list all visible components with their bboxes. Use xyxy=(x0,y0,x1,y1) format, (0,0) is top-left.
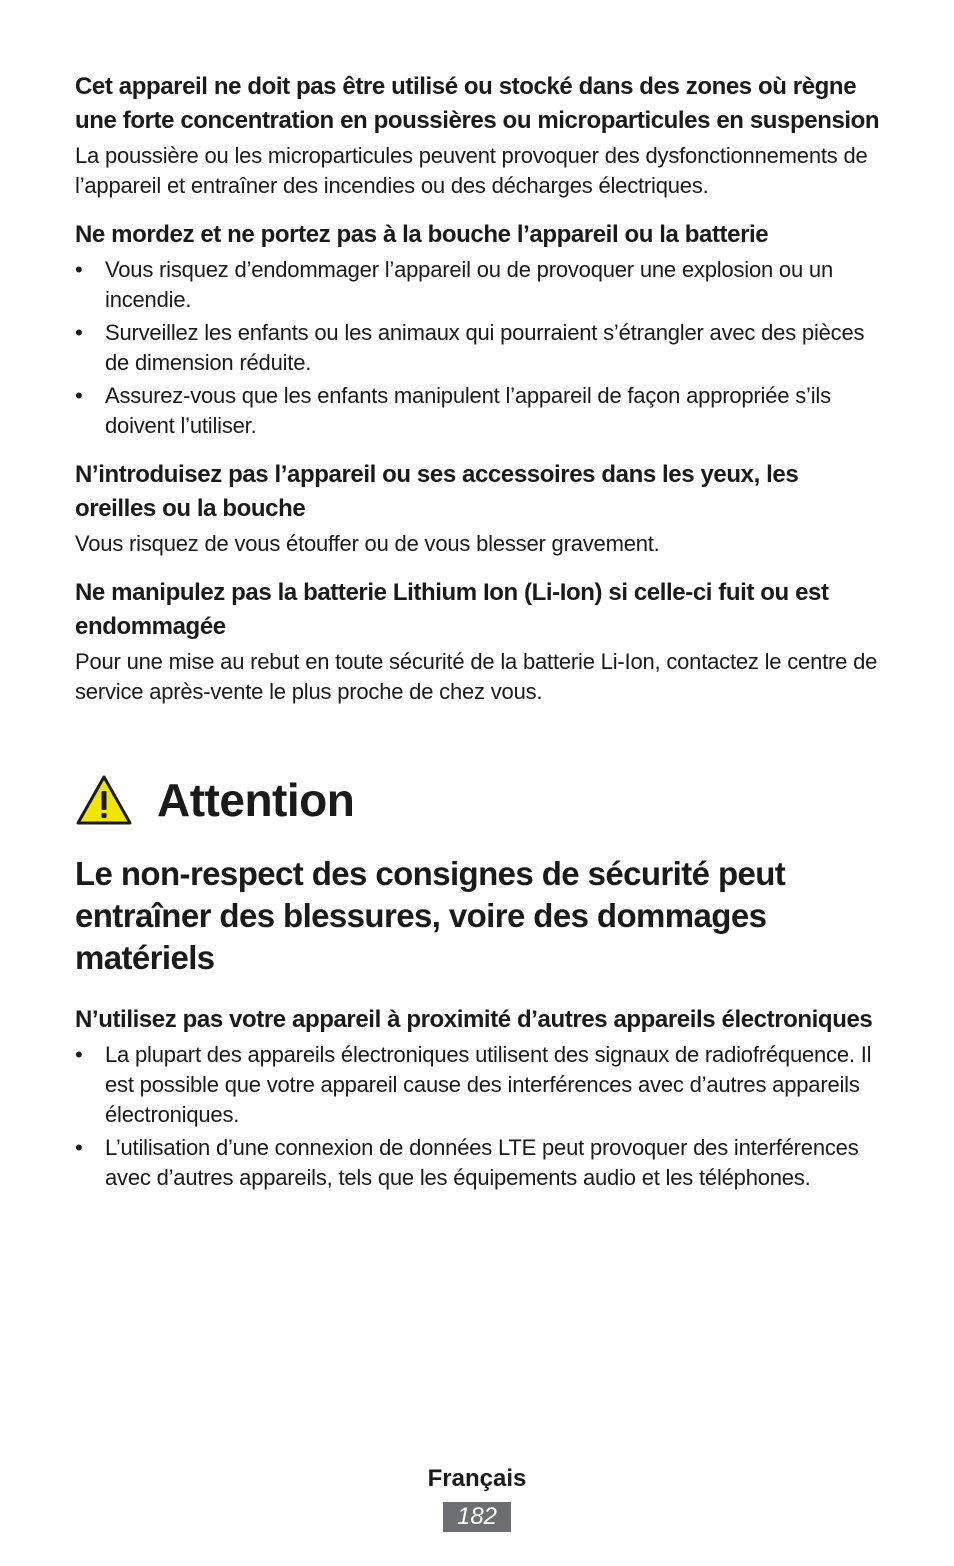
bullet-marker: • xyxy=(75,1135,83,1160)
list-item-text: La plupart des appareils électroniques utilisent des signaux de radiofréquence. Il est possible que votre appareil cause des interférences avec d’autres appareils électroniques. xyxy=(105,1042,872,1127)
list-item xyxy=(75,255,885,315)
section-heading: Cet appareil ne doit pas être utilisé ou stocké dans des zones où règne une forte concentration en poussières ou microparticules en suspension xyxy=(75,73,880,134)
bullet-list xyxy=(75,255,885,441)
list-item xyxy=(75,1040,885,1130)
section-heading: Ne mordez et ne portez pas à la bouche l’appareil ou la batterie xyxy=(75,221,769,248)
section-dust xyxy=(75,70,885,201)
bullet-marker: • xyxy=(75,257,83,282)
section-heading: N’utilisez pas votre appareil à proximité d’autres appareils électroniques xyxy=(75,1006,873,1033)
bullet-marker: • xyxy=(75,1042,83,1067)
bullet-marker: • xyxy=(75,320,83,345)
list-item xyxy=(75,1133,885,1193)
section-heading: N’introduisez pas l’appareil ou ses accessoires dans les yeux, les oreilles ou la bouche xyxy=(75,461,799,522)
section-electronics xyxy=(75,1003,885,1193)
list-item xyxy=(75,318,885,378)
section-bite xyxy=(75,218,885,441)
bullet-list xyxy=(75,1040,885,1193)
attention-header xyxy=(75,765,885,835)
section-body: Vous risquez de vous étouffer ou de vous blesser gravement. xyxy=(75,531,660,556)
page-content xyxy=(75,70,885,1210)
section-heading: Ne manipulez pas la batterie Lithium Ion (Li-Ion) si celle-ci fuit ou est endommagée xyxy=(75,579,829,640)
bullet-marker: • xyxy=(75,383,83,408)
section-body: Pour une mise au rebut en toute sécurité de la batterie Li-Ion, contactez le centre de service après-vente le plus proche de chez vous. xyxy=(75,649,878,704)
page-number-badge: 182 xyxy=(443,1502,511,1532)
list-item xyxy=(75,381,885,441)
section-eyes xyxy=(75,458,885,559)
attention-title: Attention xyxy=(157,774,355,826)
list-item-text: L’utilisation d’une connexion de données LTE peut provoquer des interférences avec d’autres appareils, tels que les équipements audio et les téléphones. xyxy=(105,1135,859,1190)
warning-triangle-icon xyxy=(75,774,133,826)
section-body: La poussière ou les microparticules peuvent provoquer des dysfonctionnements de l’appareil et entraîner des incendies ou des décharges électriques. xyxy=(75,143,868,198)
footer-language: Français xyxy=(427,1465,527,1492)
list-item-text: Assurez-vous que les enfants manipulent l’appareil de façon appropriée s’ils doivent l’utiliser. xyxy=(105,383,831,438)
page-footer xyxy=(0,1462,954,1532)
list-item-text: Surveillez les enfants ou les animaux qui pourraient s’étrangler avec des pièces de dimension réduite. xyxy=(105,320,865,375)
list-item-text: Vous risquez d’endommager l’appareil ou de provoquer une explosion ou un incendie. xyxy=(105,257,833,312)
section-battery xyxy=(75,576,885,707)
attention-subtitle: Le non-respect des consignes de sécurité peut entraîner des blessures, voire des dommages matériels xyxy=(75,855,786,976)
